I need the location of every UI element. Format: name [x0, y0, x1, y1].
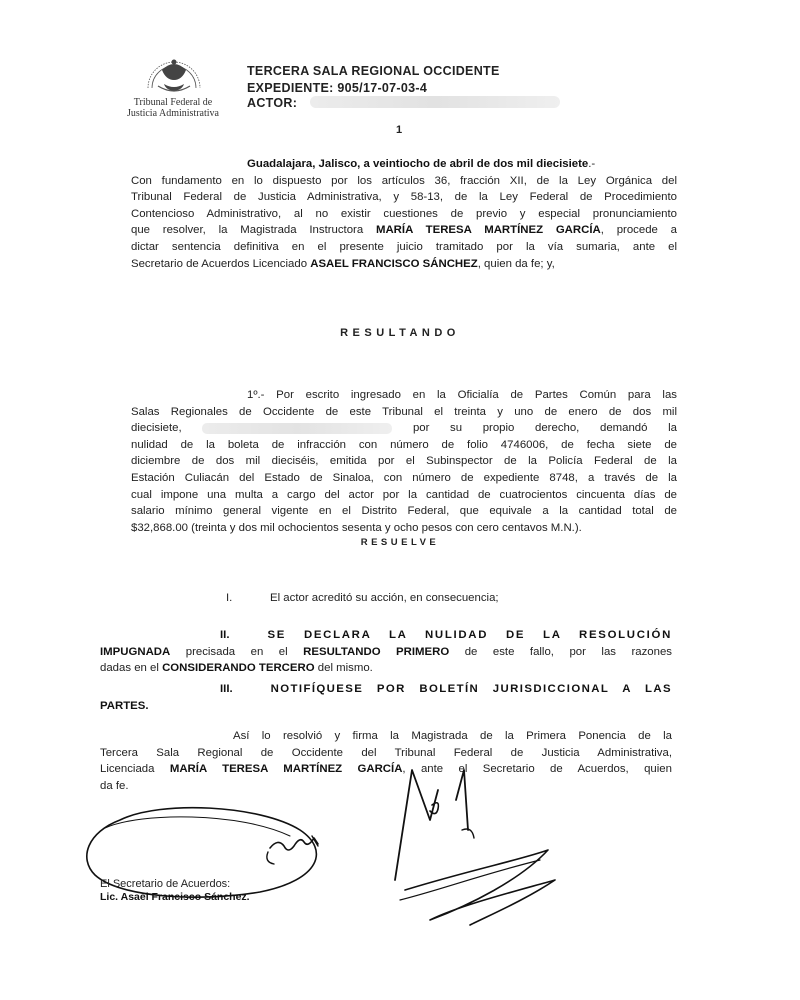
point-iii-number: III.: [220, 683, 233, 695]
seal-line-1: Tribunal Federal de: [133, 97, 213, 108]
resultando-heading: RESULTANDO: [340, 327, 460, 339]
expediente-heading: EXPEDIENTE: 905/17-07-03-4: [247, 81, 428, 95]
closing-paragraph: [100, 728, 672, 794]
intro-l5a: que resolver, la Magistrada Instructora: [131, 224, 364, 237]
point-ii-paragraph: [100, 627, 672, 677]
point-iii-line-1: [100, 681, 672, 698]
closing-magistrada-name: MARÍA TERESA MARTÍNEZ GARCÍA: [169, 763, 403, 776]
point-ii-number: II.: [220, 629, 230, 641]
intro-line-1: [131, 156, 677, 173]
redacted-actor-name: [310, 96, 560, 108]
closing-line-4: da fe.: [100, 779, 129, 792]
point-ii-line-3: [100, 660, 672, 677]
resultando-line-1: 1º.- Por escrito ingresado en la Oficialía de Partes Común para las: [247, 389, 677, 401]
intro-line-7: [131, 256, 677, 273]
closing-line-1: Así lo resolvió y firma la Magistrada de la Primera Ponencia de la: [233, 730, 672, 742]
sala-heading: TERCERA SALA REGIONAL OCCIDENTE: [247, 64, 500, 78]
point-ii-impugnada: IMPUGNADA: [100, 645, 171, 658]
actor-heading: ACTOR:: [247, 96, 298, 110]
resultando-paragraph: [131, 387, 677, 536]
page-number: 1: [396, 124, 403, 136]
intro-paragraph: [131, 156, 677, 272]
point-ii-l3c: del mismo.: [314, 662, 373, 675]
intro-line-5: [131, 222, 677, 239]
point-ii-line-1: [100, 627, 672, 644]
point-ii-considerando-ref: CONSIDERANDO TERCERO: [162, 662, 315, 675]
resultando-line-9: $32,868.00 (treinta y dos mil ochocientos sesenta y ocho pesos con cero centavos M.N.).: [131, 521, 582, 534]
intro-line-2: Con fundamento en lo dispuesto por los artículos 36, fracción XII, de la Ley Orgánica del: [131, 174, 677, 187]
redacted-actor-inline: [202, 423, 392, 434]
intro-line-6: dictar sentencia definitiva en el presente juicio tramitado por la vía sumaria, ante el: [131, 240, 677, 253]
point-iii-partes: PARTES.: [100, 699, 149, 712]
intro-l7c: , quien da fe; y,: [477, 257, 555, 270]
closing-line-2: Tercera Sala Regional de Occidente del Tribunal Federal de Justicia Administrativa,: [100, 746, 672, 759]
point-ii-l2b: precisada en el: [170, 645, 304, 658]
resultando-line-7: cual impone una multa a cargo del actor por la cantidad de cuatrocientos cincuenta días de: [131, 488, 677, 501]
resultando-line-8: salario mínimo general vigente en el Distrito Federal, que equivale a la cantidad total de: [131, 505, 677, 518]
magistrada-name: MARÍA TERESA MARTÍNEZ GARCÍA: [375, 224, 601, 237]
point-iii-line-2: [100, 698, 672, 715]
tribunal-seal-caption: [108, 97, 238, 119]
point-ii-declaration: SE DECLARA LA NULIDAD DE LA RESOLUCIÓN: [267, 629, 672, 641]
intro-date-tail: .-: [588, 158, 596, 170]
intro-l7a: Secretario de Acuerdos Licenciado: [131, 257, 308, 270]
point-ii-resultando-ref: RESULTANDO PRIMERO: [303, 645, 450, 658]
resultando-line-6: Estación Culiacán del Estado de Sinaloa, con número de expediente 8748, a través de la: [131, 471, 677, 484]
point-iii-notification: NOTIFÍQUESE POR BOLETÍN JURISDICCIONAL A LAS: [270, 683, 672, 695]
resultando-line-3: [131, 420, 677, 437]
point-ii-l3a: dadas en el: [100, 662, 163, 675]
closing-l3c: , ante el Secretario de Acuerdos, quien: [402, 763, 672, 776]
signature-role: El Secretario de Acuerdos:: [100, 878, 231, 890]
intro-date: Guadalajara, Jalisco, a veintiocho de abril de dos mil diecisiete: [247, 158, 589, 170]
signature-name: Lic. Asael Francisco Sánchez.: [100, 891, 250, 903]
resultando-l3b: por su propio derecho, demandó la: [412, 422, 677, 435]
point-ii-line-2: [100, 644, 672, 661]
point-ii-l2d: de este fallo, por las razones: [449, 645, 672, 658]
closing-line-3: [100, 761, 672, 778]
intro-l5c: , procede a: [600, 224, 677, 237]
seal-line-2: Justicia Administrativa: [127, 108, 219, 119]
resultando-l3a: diecisiete,: [131, 422, 182, 435]
resuelve-heading: RESUELVE: [360, 537, 440, 548]
closing-l3a: Licenciada: [100, 763, 170, 776]
resultando-line-4: nulidad de la boleta de infracción con número de folio 4746006, de fecha siete de: [131, 438, 677, 451]
resultando-line-2: Salas Regionales de Occidente de este Tribunal el treinta y uno de enero de dos mil: [131, 405, 677, 418]
intro-line-3: Tribunal Federal de Justicia Administrativa, y 58-13, de la Ley Federal de Procedimiento: [131, 191, 677, 204]
resultando-line-5: diciembre de dos mil dieciséis, emitida por el Subinspector de la Policía Federal de la: [131, 455, 677, 468]
point-i-text: El actor acreditó su acción, en consecuencia;: [270, 592, 499, 604]
point-iii-paragraph: [100, 681, 672, 714]
intro-line-4: Contencioso Administrativo, al no existir cuestiones de previo y especial pronunciamiento: [131, 207, 677, 220]
secretario-name: ASAEL FRANCISCO SÁNCHEZ: [310, 257, 478, 270]
point-i-number: I.: [226, 592, 233, 604]
